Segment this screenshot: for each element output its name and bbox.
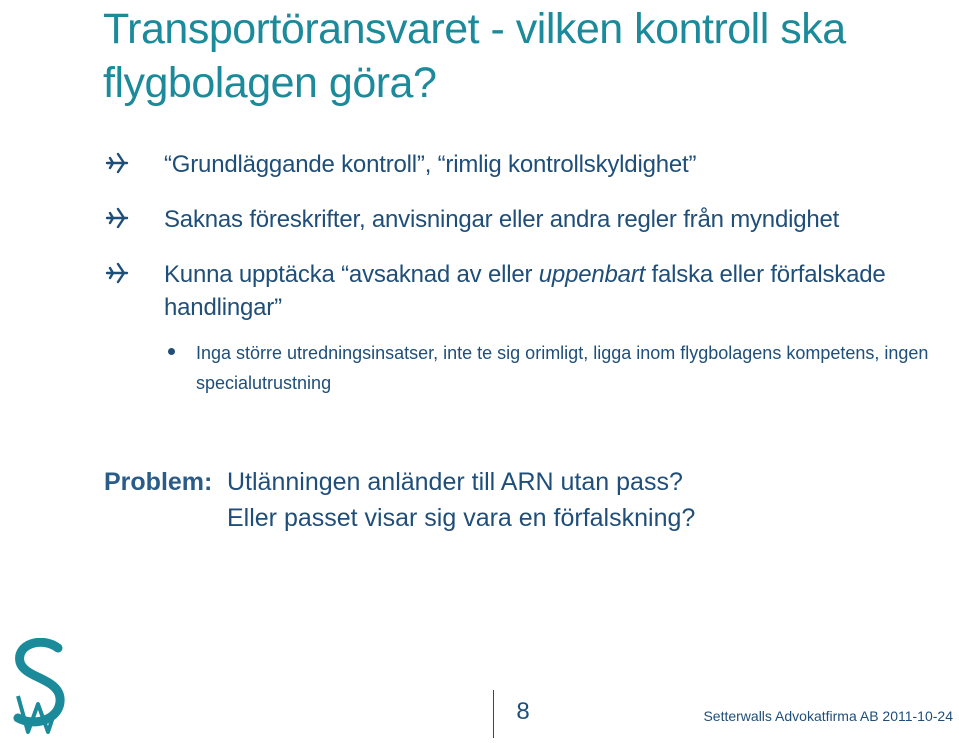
sub-bullet-text: Inga större utredningsinsatser, inte te sig orimligt, ligga inom flygbolagens kompetens, ingen specialutrustning [196,343,929,393]
bullet-item [104,148,944,181]
bullet-text-italic: uppenbart [538,261,646,288]
bullet-list [104,148,944,346]
problem-label: Problem: [104,468,213,496]
bullet-item [104,258,944,324]
airplane-icon [104,150,130,176]
bullet-dot-icon [168,348,175,355]
bullet-text: “Grundläggande kontroll”, “rimlig kontrollskyldighet” [164,151,697,178]
page-divider [493,690,494,738]
bullet-text: Saknas föreskrifter, anvisningar eller andra regler från myndighet [164,206,840,233]
sub-bullet [168,338,956,398]
airplane-icon [104,260,130,286]
airplane-icon [104,205,130,231]
problem-block [104,464,924,536]
problem-line-1: Utlänningen anländer till ARN utan pass? [227,468,683,496]
slide-title: Transportöransvaret - vilken kontroll ska flygbolagen göra? [103,5,846,107]
problem-line-2: Eller passet visar sig vara en förfalskning? [227,504,696,532]
bullet-text-end: falska eller förfalskade handlingar” [164,261,886,321]
setterwalls-logo-icon [2,638,82,738]
footer-text: Setterwalls Advokatfirma AB 2011-10-24 [703,708,953,724]
page-number: 8 [516,698,530,725]
bullet-item [104,203,944,236]
bullet-text-start: Kunna upptäcka “avsaknad av eller [164,261,539,288]
